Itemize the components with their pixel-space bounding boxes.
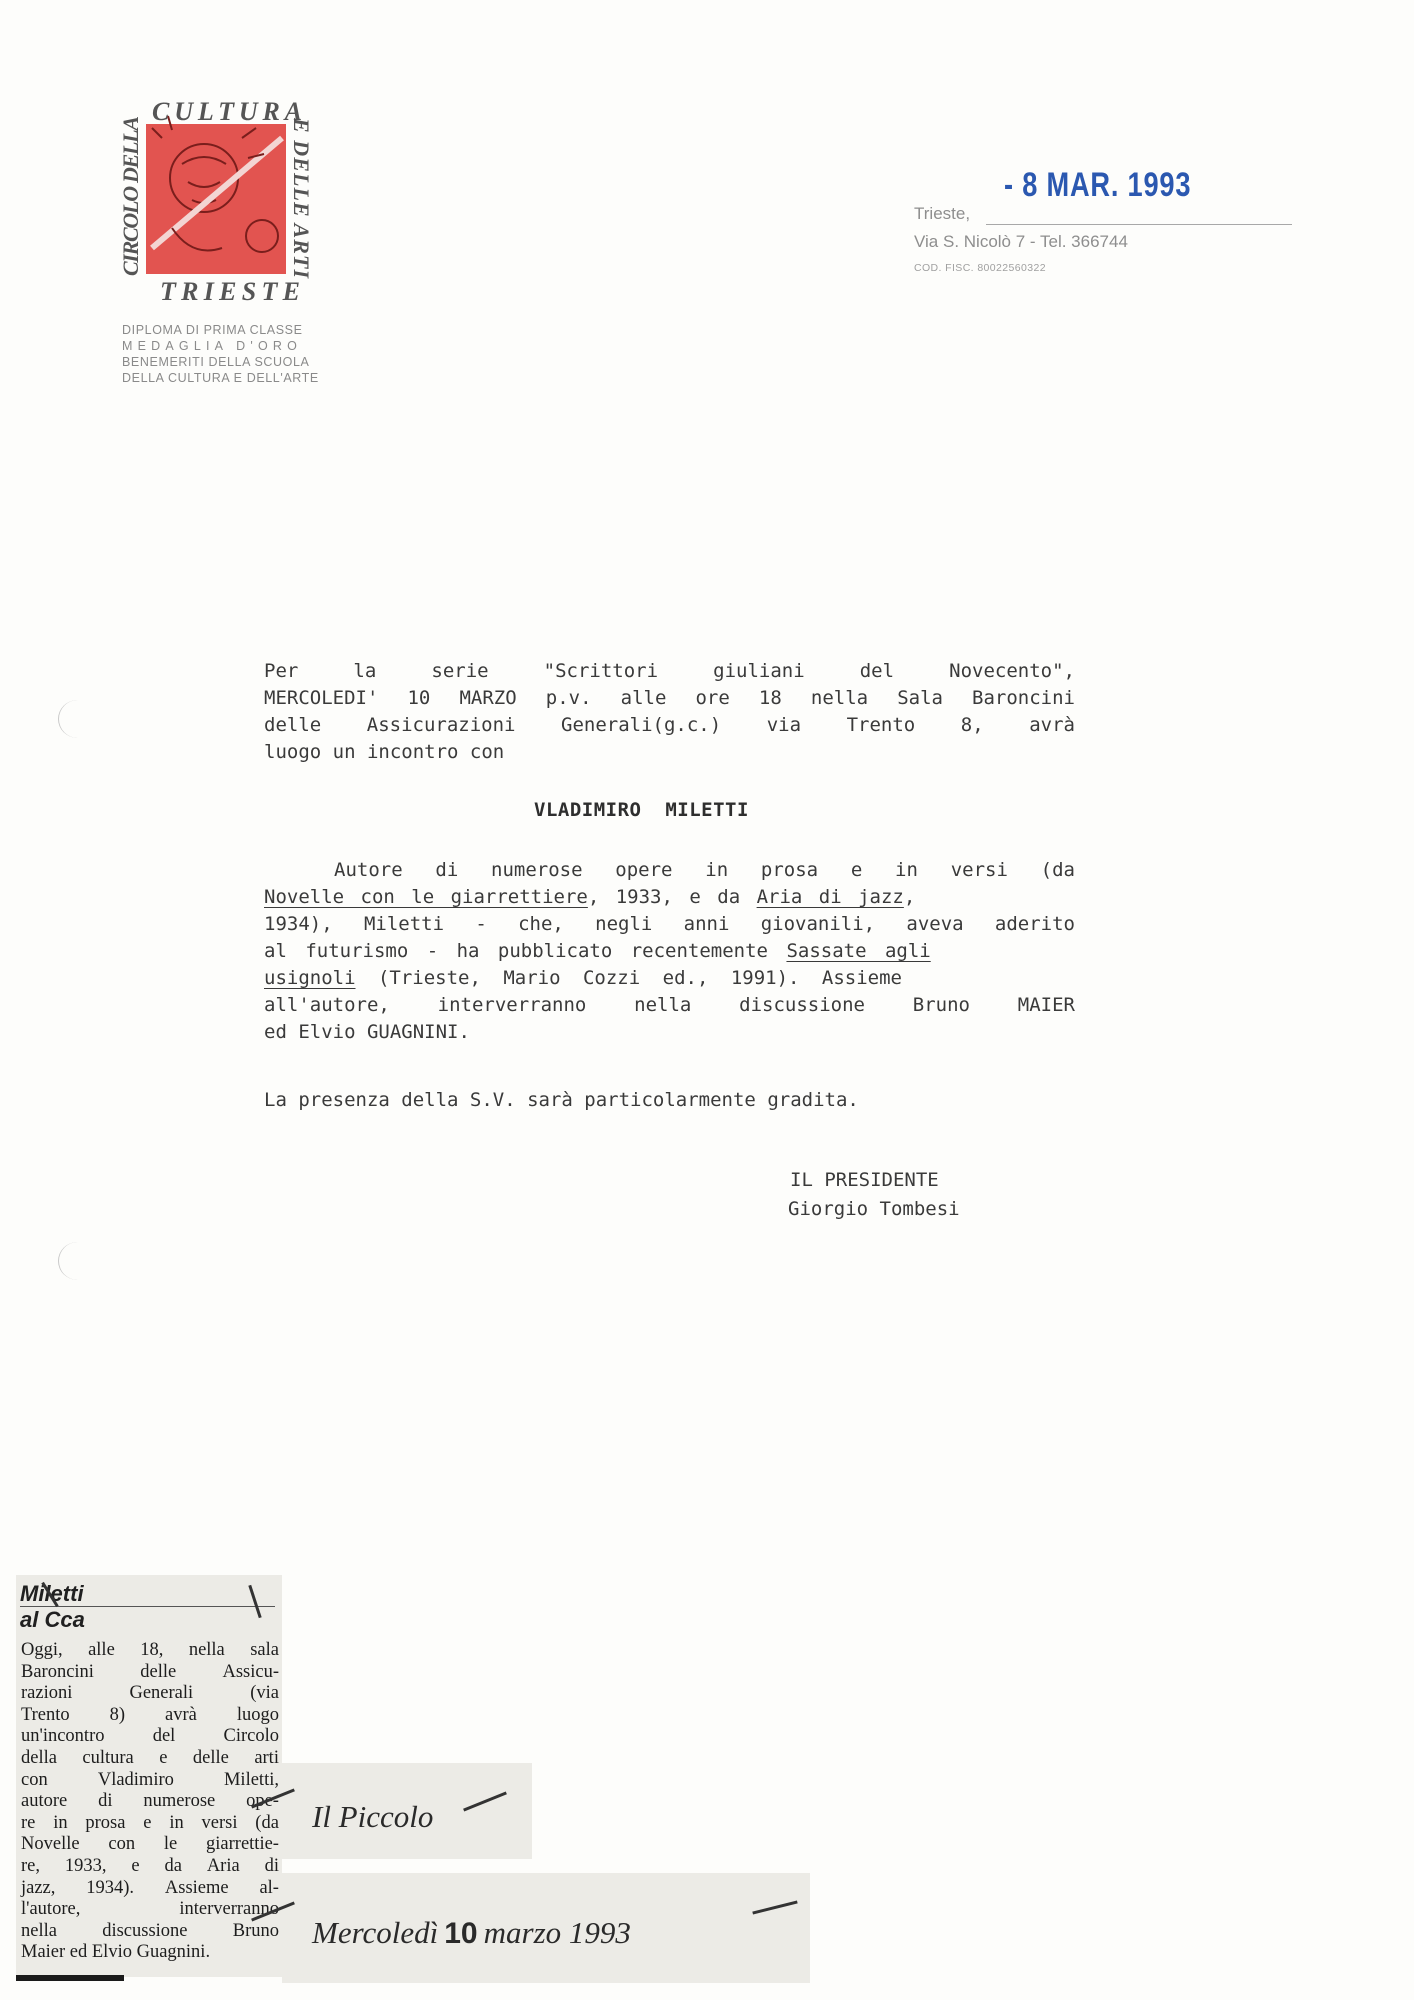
word: 18 [758, 687, 782, 709]
book-title-aria-di-jazz: Aria di jazz [756, 886, 904, 908]
word: di [98, 1791, 113, 1812]
word: Assicu- [222, 1661, 279, 1682]
word: 1933, [64, 1855, 107, 1876]
date-number: 10 [444, 1917, 478, 1950]
word: da [164, 1855, 182, 1876]
word: delle [192, 1747, 229, 1768]
city-label: Trieste, [914, 204, 971, 223]
clipping-line [21, 1791, 279, 1813]
newspaper-clipping [16, 1575, 282, 1977]
newspaper-name-clipping [282, 1763, 532, 1859]
word: con [108, 1834, 136, 1855]
text: (Trieste, Mario Cozzi ed., 1991). Assieme [377, 967, 902, 989]
text: , 1933, e da [587, 886, 741, 908]
word: di [435, 859, 459, 881]
honor-line: BENEMERITI DELLA SCUOLA [122, 355, 310, 369]
text: al futurismo - ha pubblicato recentemente [264, 940, 768, 962]
word: Per [264, 660, 299, 682]
word: ore [695, 687, 730, 709]
word: del [152, 1726, 176, 1747]
word: Autore [334, 859, 403, 881]
honor-line: DELLA CULTURA E DELL'ARTE [122, 371, 319, 385]
word: in [53, 1812, 68, 1833]
word: cultura [82, 1747, 134, 1768]
word: interverranno [437, 994, 587, 1016]
honors-block [122, 322, 322, 386]
p2-line-4 [264, 938, 931, 965]
word: 8, [960, 714, 984, 736]
word: 18, [140, 1640, 164, 1660]
word: 10 [407, 687, 431, 709]
clipping-line [21, 1748, 279, 1770]
book-title-novelle: Novelle con le giarrettiere [264, 886, 588, 908]
word: Novecento", [949, 660, 1075, 682]
book-title-usignoli: usignoli [264, 967, 356, 989]
guest-name-heading: VLADIMIRO MILETTI [534, 799, 749, 821]
word: Generali(g.c.) [561, 714, 722, 736]
word: all'autore, [264, 994, 390, 1016]
word: e [131, 1855, 140, 1876]
p2-line-6 [264, 992, 1075, 1019]
word: delle [140, 1661, 177, 1682]
p1-line-4: luogo un incontro con [264, 741, 505, 763]
word: Trento [846, 714, 916, 736]
honor-line: MEDAGLIA D'ORO [122, 339, 303, 353]
word: Miletti, [223, 1769, 279, 1790]
clipping-line [21, 1770, 279, 1792]
word: versi [950, 859, 1008, 881]
p2-line-5 [264, 965, 902, 992]
svg-text:CIRCOLO DELLA: CIRCOLO DELLA [118, 116, 143, 276]
word: Circolo [223, 1726, 279, 1747]
word: avrà [1029, 714, 1075, 736]
clipping-line [21, 1813, 279, 1835]
word: numerose [143, 1791, 216, 1812]
word: nella [634, 994, 692, 1016]
clipping-line [21, 1856, 279, 1878]
word: giovanili, [760, 913, 876, 935]
p1-line-3 [264, 712, 1075, 739]
svg-text:TRIESTE: TRIESTE [160, 277, 300, 306]
date-month-year: marzo 1993 [483, 1915, 631, 1950]
word: 8) [109, 1704, 126, 1725]
word: aderito [994, 913, 1075, 935]
word: interverranno [179, 1899, 279, 1920]
word: via [766, 714, 802, 736]
word: Bruno [912, 994, 970, 1016]
word: nella [21, 1920, 57, 1941]
word: sala [250, 1640, 279, 1660]
word: Sala [897, 687, 943, 709]
word: 1934), [264, 913, 333, 935]
word: p.v. [545, 687, 592, 709]
word: al- [259, 1877, 279, 1898]
word: razioni [21, 1683, 73, 1704]
word: luogo [236, 1704, 279, 1725]
word: l'autore, [21, 1899, 81, 1920]
circolo-logo [112, 98, 318, 308]
newspaper-date-clipping [282, 1873, 810, 1983]
word: in [895, 859, 918, 881]
word: aveva [906, 913, 964, 935]
word: che, [518, 913, 564, 935]
word: - [475, 913, 487, 935]
clipping-line [21, 1662, 279, 1684]
word: "Scrittori [543, 660, 659, 682]
word: Baroncini [972, 687, 1075, 709]
clipping-line [21, 1921, 279, 1943]
word: numerose [491, 859, 583, 881]
address: Via S. Nicolò 7 - Tel. 366744 [914, 232, 1128, 251]
word: avrà [165, 1704, 197, 1725]
word: nella [188, 1640, 225, 1660]
p2-line-7: ed Elvio GUAGNINI. [264, 1021, 470, 1043]
p2-line-2 [264, 884, 915, 911]
word: giarrettie- [206, 1834, 279, 1855]
date-line [986, 224, 1292, 225]
word: discussione [739, 994, 865, 1016]
word: Oggi, [21, 1640, 63, 1660]
word: (da [255, 1812, 279, 1833]
word: re [21, 1812, 36, 1833]
word: e [159, 1747, 168, 1768]
word: Assicurazioni [366, 714, 516, 736]
newspaper-date [312, 1915, 631, 1951]
svg-text:CULTURA: CULTURA [152, 98, 302, 126]
word: con [21, 1769, 48, 1790]
word: arti [254, 1747, 279, 1768]
word: serie [431, 660, 489, 682]
closing-line: La presenza della S.V. sarà particolarmente gradita. [264, 1089, 859, 1111]
word: un'incontro [21, 1726, 105, 1747]
word: del [859, 660, 895, 682]
clipping-headline-1: Miletti [20, 1581, 84, 1606]
word: giuliani [713, 660, 805, 682]
word: Vladimiro [97, 1769, 174, 1790]
word: in [705, 859, 729, 881]
p1-line-1 [264, 658, 1075, 685]
word: opere [615, 859, 673, 881]
word: Trento [21, 1704, 70, 1725]
word: e [143, 1812, 152, 1833]
svg-text:E DELLE ARTI: E DELLE ARTI [289, 118, 314, 278]
word: della [21, 1747, 57, 1768]
word: di [264, 1855, 279, 1876]
word: anni [683, 913, 730, 935]
clipping-line [21, 1834, 279, 1856]
punch-hole [58, 700, 97, 738]
clipping-line [21, 1640, 279, 1662]
punch-hole [58, 1242, 97, 1280]
word: nella [810, 687, 869, 709]
clipping-line [21, 1878, 279, 1900]
p2-line-3 [264, 911, 1075, 938]
word: alle [620, 687, 667, 709]
word: delle [264, 714, 322, 736]
honor-line: DIPLOMA DI PRIMA CLASSE [122, 323, 303, 337]
word: (da [1040, 859, 1075, 881]
word: negli [595, 913, 653, 935]
p1-line-2 [264, 685, 1075, 712]
word: versi [201, 1812, 238, 1833]
word: MARZO [459, 687, 517, 709]
book-title-sassate: Sassate agli [786, 940, 931, 962]
clipping-line [21, 1899, 279, 1921]
word: Bruno [232, 1920, 279, 1941]
word: jazz, [21, 1877, 56, 1898]
clipping-line: Maier ed Elvio Guagnini. [21, 1942, 211, 1963]
date-stamp: - 8 MAR. 1993 [1004, 166, 1192, 204]
word: Miletti [363, 913, 445, 935]
clipping-headline-2: al Cca [20, 1607, 85, 1632]
signature-name: Giorgio Tombesi [788, 1198, 960, 1220]
signature-title: IL PRESIDENTE [790, 1169, 939, 1191]
clipping-line [21, 1683, 279, 1705]
word: ope- [246, 1791, 279, 1812]
word: Novelle [21, 1834, 80, 1855]
word: prosa [85, 1812, 126, 1833]
word: Baroncini [21, 1661, 94, 1682]
word: la [353, 660, 377, 682]
word: autore [21, 1791, 68, 1812]
word: re, [21, 1855, 40, 1876]
clipping-text [21, 1640, 279, 1964]
word: e [850, 859, 863, 881]
clipping-bar [16, 1975, 124, 1981]
word: Assieme [164, 1877, 229, 1898]
word: le [163, 1834, 178, 1855]
date-day: Mercoledì [312, 1915, 439, 1950]
word: 1934). [86, 1877, 135, 1898]
word: in [169, 1812, 184, 1833]
word: prosa [760, 859, 819, 881]
text: , [903, 886, 916, 908]
word: Generali [129, 1683, 194, 1704]
word: MERCOLEDI' [264, 687, 379, 709]
newspaper-name: Il Piccolo [312, 1799, 434, 1834]
clipping-line [21, 1705, 279, 1727]
logo-emblem-icon [112, 98, 318, 308]
tax-code: COD. FISC. 80022560322 [914, 262, 1046, 274]
p2-line-1 [264, 857, 1075, 884]
word: alle [88, 1640, 115, 1660]
word: MAIER [1017, 994, 1075, 1016]
word: Aria [206, 1855, 240, 1876]
word: (via [250, 1683, 279, 1704]
clipping-line [21, 1726, 279, 1748]
word: discussione [102, 1920, 188, 1941]
